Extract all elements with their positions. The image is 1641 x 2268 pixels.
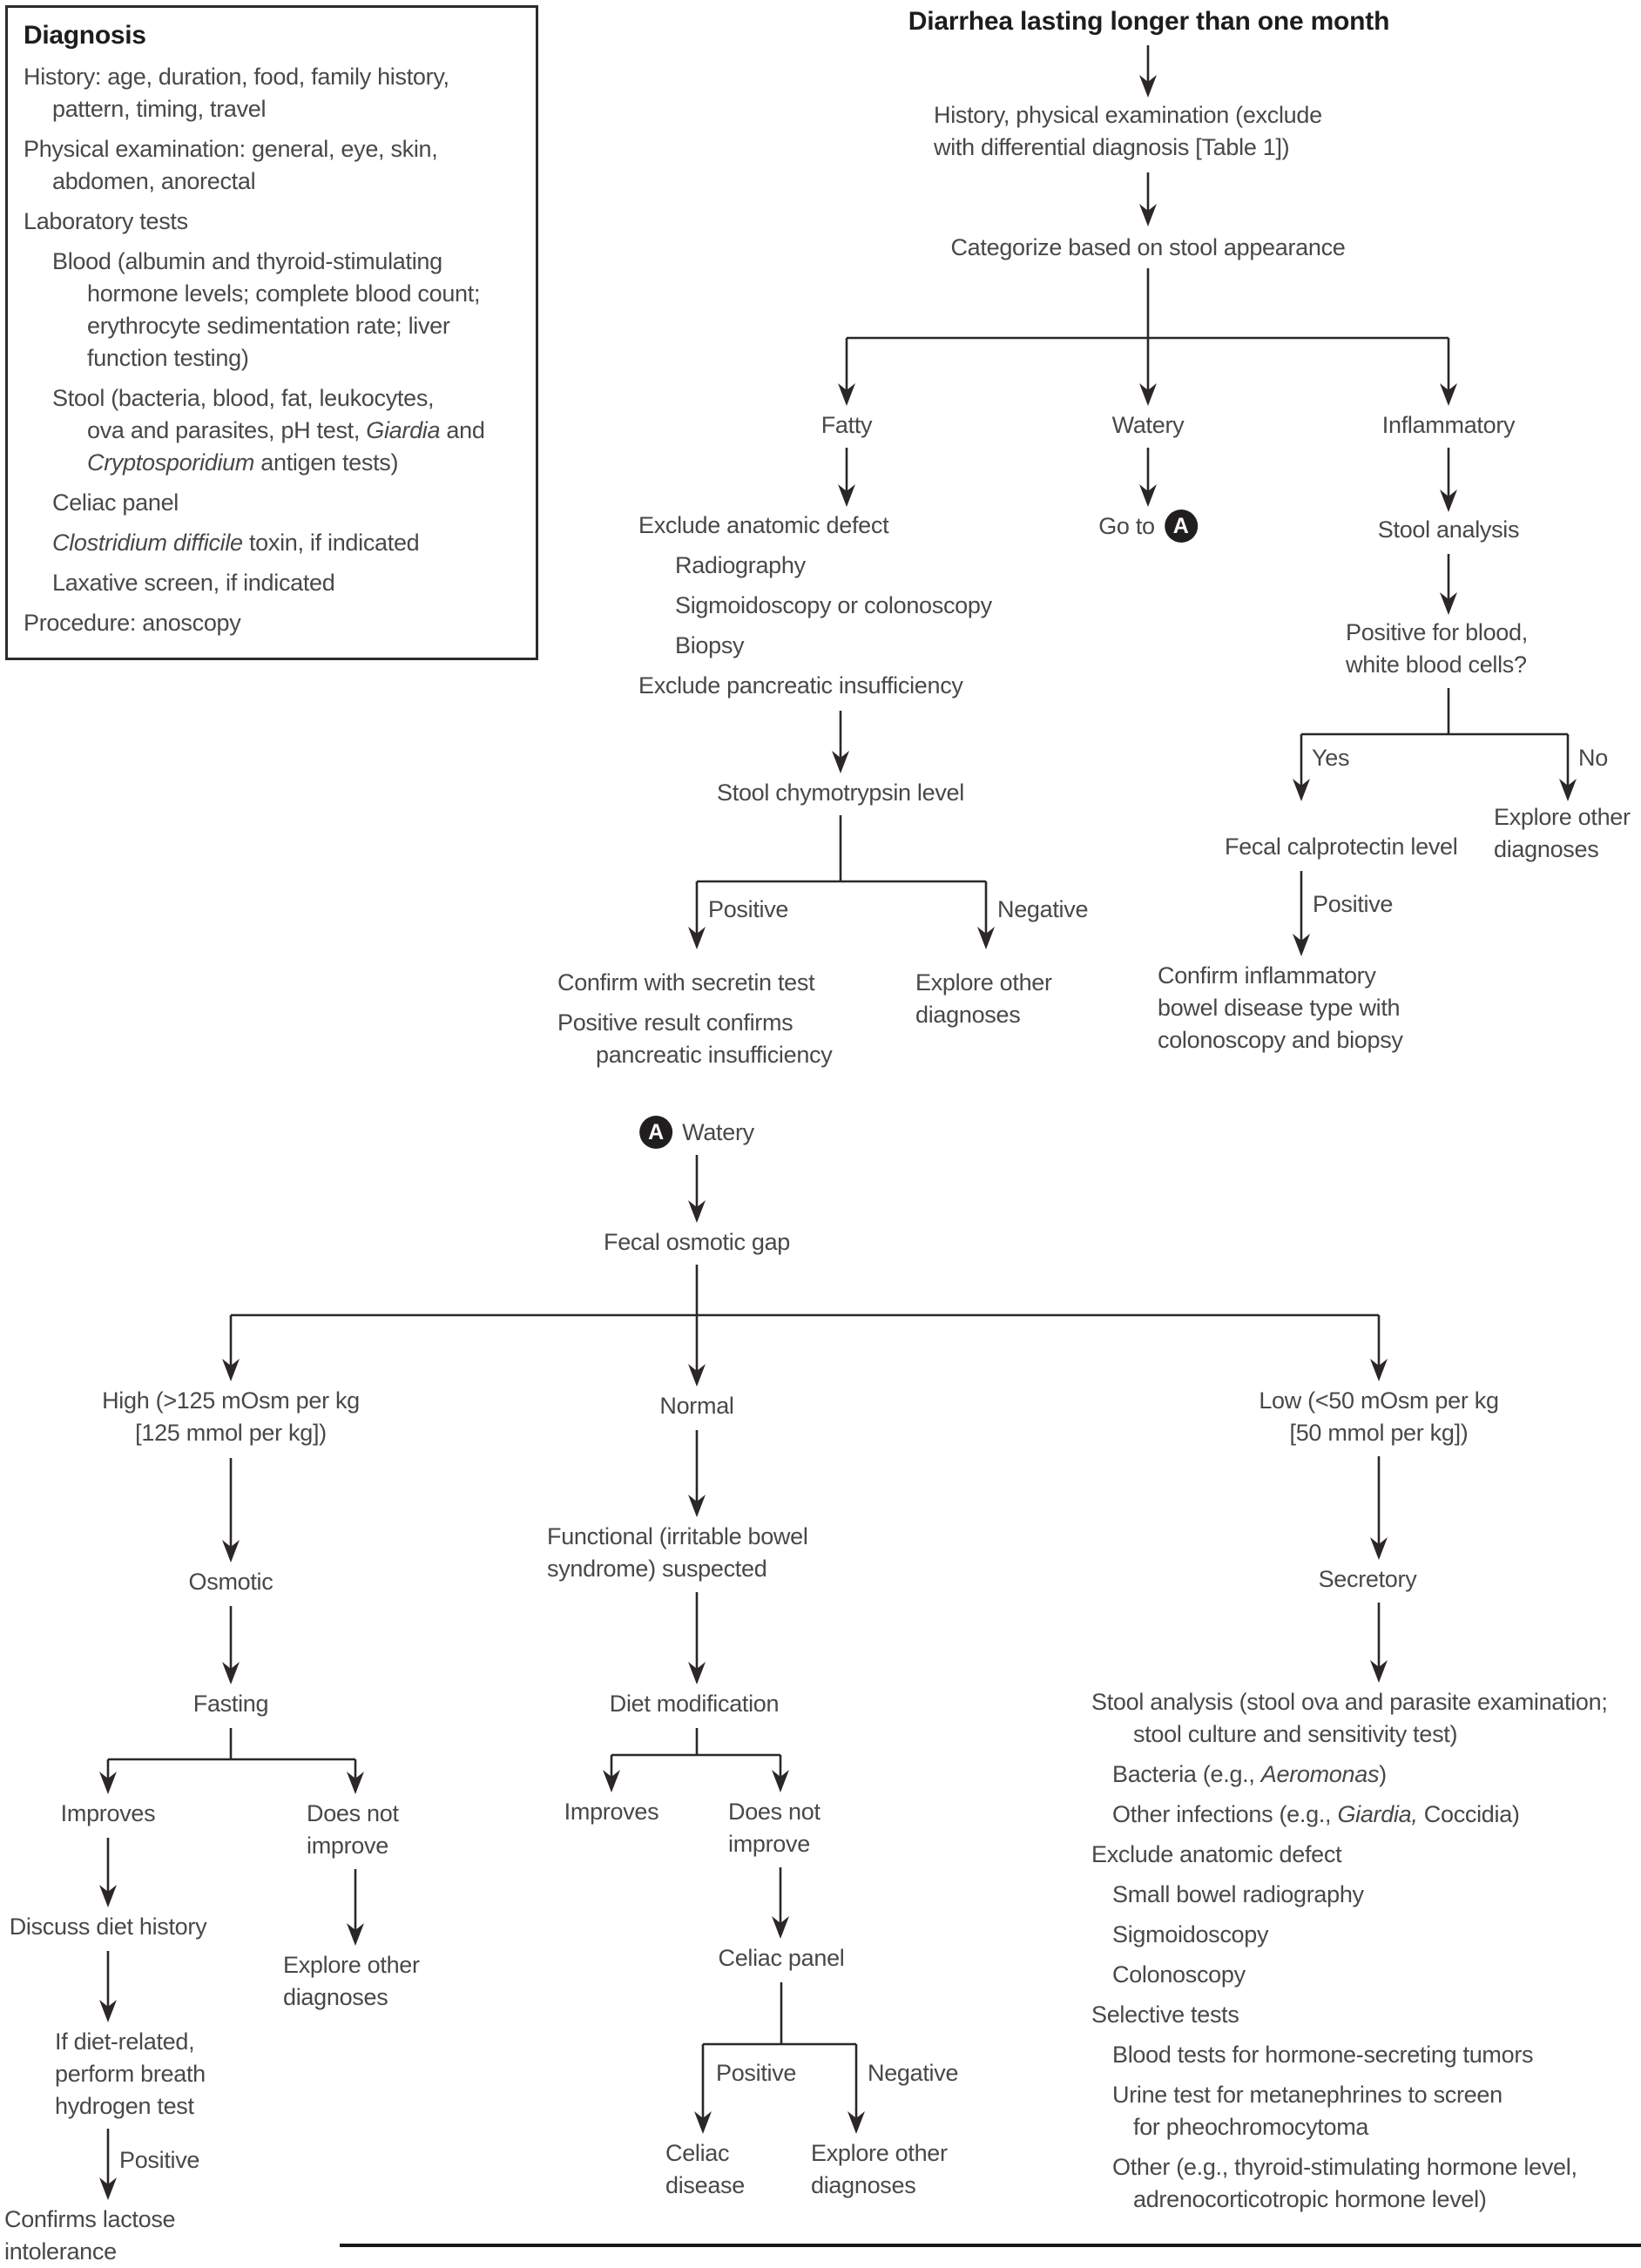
- node-stool-analysis: Stool analysis: [1377, 516, 1520, 543]
- node-a-watery: [639, 1116, 754, 1149]
- branch-label-watery: Watery: [1111, 412, 1185, 438]
- node-fatty-workup: Exclude anatomic defect Radiography Sigmoidoscopy or colonoscopy Biopsy Exclude pancreatic insufficiency: [638, 512, 992, 699]
- node-secretin-confirm: Confirm with secretin test Positive result confirms pancreatic insufficiency: [557, 969, 833, 1068]
- node-celiac-disease: Celiac disease: [665, 2140, 745, 2198]
- node-does-not-improve-fasting: Does not improve: [307, 1800, 399, 1859]
- edge-label-positive-celiac: Positive: [716, 2060, 797, 2086]
- node-categorize: Categorize based on stool appearance: [950, 234, 1346, 260]
- node-explore-other-no-branch: Explore other diagnoses: [1494, 804, 1631, 862]
- diagnosis-box-items: History: age, duration, food, family history, pattern, timing, travel Physical examination: general, eye, skin, abdomen, anorectal Laboratory tests Blood (albumin and thyroid-stimulating hormone levels; complete blood count; erythrocyte sedimentation rate; liver function testing) Stool (bacteria, blood, fat, leukocytes, ova and parasites, pH test, Giardia and Cryptosporidium antigen tests) Celiac panel Clostridium difficile toxin, if indicated Laxative screen, if indicated Procedure: anoscopy: [24, 64, 485, 636]
- edge-label-yes: Yes: [1312, 745, 1350, 771]
- edge-label-positive-breath-test: Positive: [119, 2147, 200, 2173]
- goto-a-label: Go to: [1098, 512, 1155, 539]
- node-secretory-workup: Stool analysis (stool ova and parasite examination; stool culture and sensitivity test) Bacteria (e.g., Aeromonas) Other infections (e.g., Giardia, Coccidia) Exclude anatomic defect Small bowel radiography Sigmoidoscopy Colonoscopy Selective tests Blood tests for hormone-secreting tumors Urine test for metanephrines to screen for pheochromocytoma Other (e.g., thyroid-stimulating hormone level, adrenocorticotropic hormone level): [1091, 1689, 1608, 2212]
- marker-a-badge-watery: A: [639, 1116, 672, 1149]
- marker-a-badge: A: [1165, 510, 1198, 543]
- node-explore-other-celiac: Explore other diagnoses: [811, 2140, 948, 2198]
- node-confirms-lactose-intolerance: Confirms lactose intolerance: [4, 2206, 176, 2265]
- branch-label-high: High (>125 mOsm per kg [125 mmol per kg]): [102, 1387, 360, 1446]
- node-diet-modification: Diet modification: [609, 1691, 780, 1717]
- a-watery-label: Watery: [682, 1118, 754, 1145]
- node-fecal-osmotic-gap: Fecal osmotic gap: [604, 1229, 790, 1255]
- node-functional-ibs: Functional (irritable bowel syndrome) suspected: [547, 1523, 808, 1582]
- page-title: Diarrhea lasting longer than one month: [908, 7, 1390, 36]
- edge-label-positive-chymotrypsin: Positive: [708, 896, 789, 922]
- node-explore-other-fasting: Explore other diagnoses: [283, 1952, 420, 2010]
- node-blood-wbc-question: Positive for blood, white blood cells?: [1346, 619, 1528, 678]
- edge-label-positive-calprotectin: Positive: [1313, 891, 1394, 917]
- branch-label-low: Low (<50 mOsm per kg [50 mmol per kg]): [1259, 1387, 1499, 1446]
- edge-label-negative-celiac: Negative: [868, 2060, 959, 2086]
- connectors-top-section: [697, 45, 1568, 953]
- diagnosis-box: [5, 5, 538, 660]
- node-does-not-improve-diet: Does not improve: [728, 1799, 820, 1857]
- node-fasting: Fasting: [192, 1691, 269, 1717]
- node-history-physical: History, physical examination (exclude with differential diagnosis [Table 1]): [934, 102, 1322, 160]
- node-improves-fasting: Improves: [60, 1800, 156, 1826]
- node-explore-other-chymotrypsin: Explore other diagnoses: [915, 969, 1052, 1028]
- node-calprotectin: Fecal calprotectin level: [1225, 834, 1458, 860]
- node-celiac-panel: Celiac panel: [718, 1945, 845, 1971]
- edge-label-no: No: [1578, 745, 1608, 771]
- branch-label-normal: Normal: [659, 1393, 734, 1419]
- branch-label-fatty: Fatty: [820, 412, 873, 438]
- diagnosis-box-heading: Diagnosis: [24, 21, 146, 50]
- node-discuss-diet-history: Discuss diet history: [9, 1914, 207, 1940]
- node-confirm-ibd: Confirm inflammatory bowel disease type with colonoscopy and biopsy: [1158, 962, 1403, 1053]
- node-improves-diet: Improves: [564, 1799, 659, 1825]
- node-secretory: Secretory: [1318, 1566, 1417, 1592]
- node-breath-hydrogen-test: If diet-related, perform breath hydrogen test: [55, 2028, 206, 2119]
- node-goto-a: [1098, 510, 1198, 543]
- edge-label-negative-chymotrypsin: Negative: [997, 896, 1089, 922]
- branch-label-inflammatory: Inflammatory: [1381, 412, 1516, 438]
- node-osmotic: Osmotic: [188, 1569, 274, 1595]
- node-chymotrypsin: Stool chymotrypsin level: [717, 780, 964, 806]
